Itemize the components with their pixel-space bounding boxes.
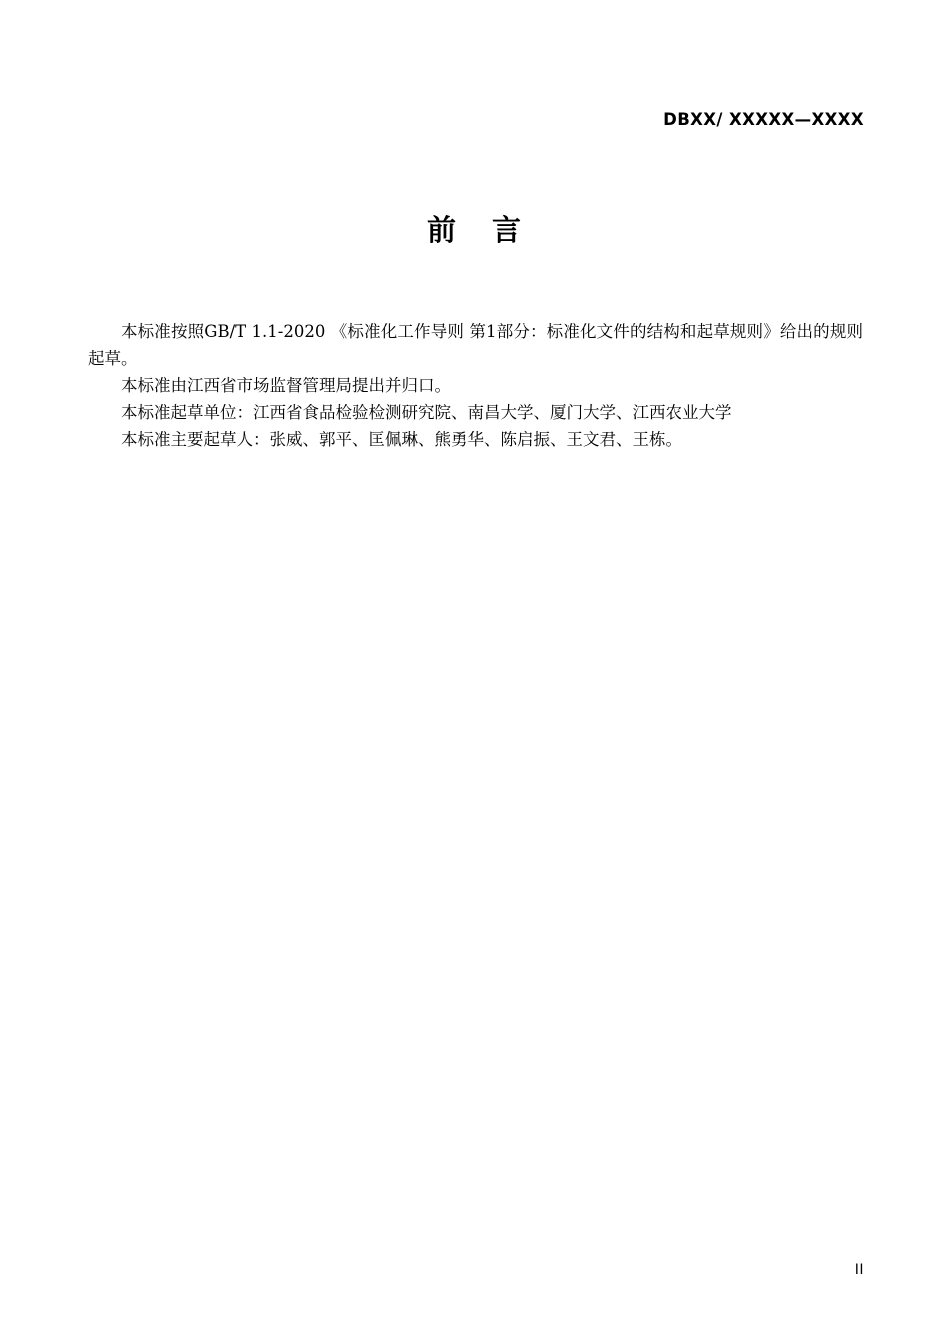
foreword-body	[88, 318, 863, 453]
page-title-char-2: 言	[492, 213, 524, 247]
foreword-paragraph: 本标准起草单位：江西省食品检验检测研究院、南昌大学、厦门大学、江西农业大学	[121, 403, 732, 422]
page-number: II	[854, 1262, 864, 1278]
page-title	[0, 208, 950, 249]
foreword-paragraph: 本标准按照GB/T 1.1-2020 《标准化工作导则 第1部分：标准化文件的结构和起草规则》给出的规则起草。	[88, 322, 863, 368]
standard-code-header: DBXX/ XXXXX—XXXX	[663, 110, 864, 129]
page-title-char-1: 前	[426, 213, 458, 247]
foreword-paragraph: 本标准由江西省市场监督管理局提出并归口。	[121, 376, 451, 395]
foreword-paragraph: 本标准主要起草人：张威、郭平、匡佩琳、熊勇华、陈启振、王文君、王栋。	[121, 430, 682, 449]
